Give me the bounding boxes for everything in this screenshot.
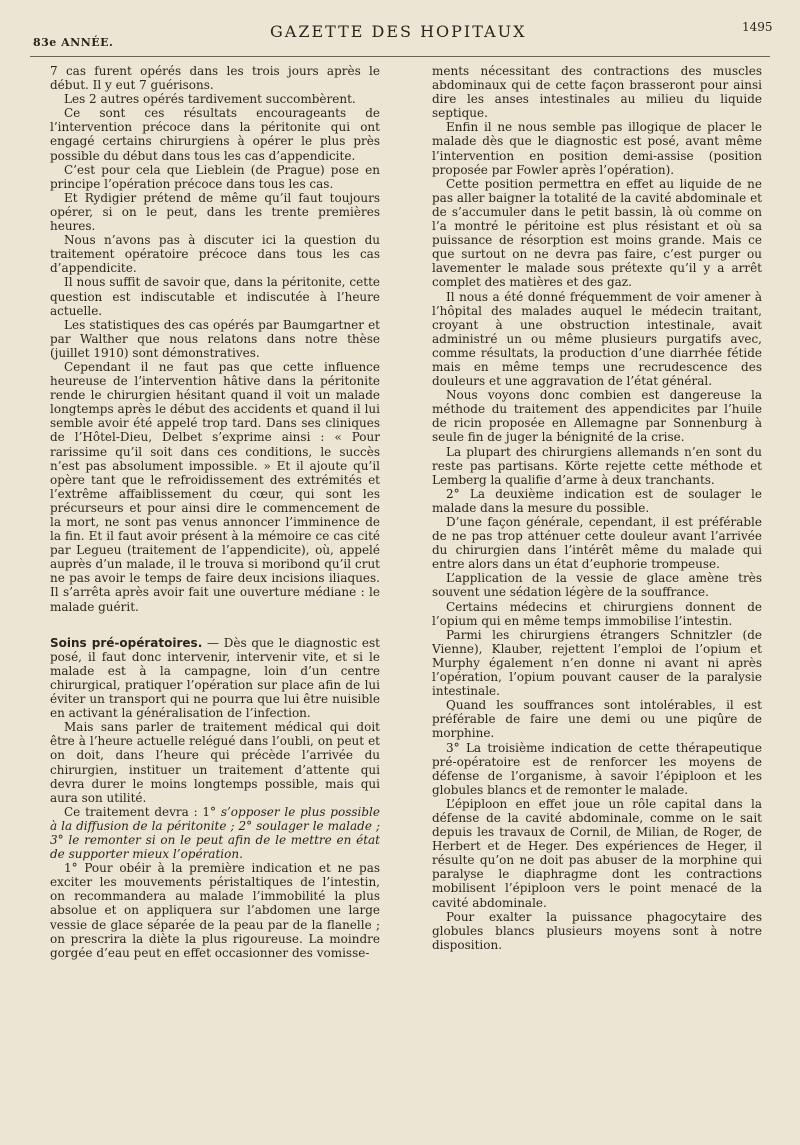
paragraph: Il nous suffit de savoir que, dans la péritonite, cette question est indiscutable et indiscutée à l’heure actuelle. [50,275,380,318]
paragraph [50,805,380,861]
paragraph: D’une façon générale, cependant, il est préférable de ne pas trop atténuer cette douleur avant l’arrivée du chirurgien dans l’intérêt même du malade qui entre alors dans un état d’euphorie trompeuse. [432,515,762,572]
paragraph: ments nécessitant des contractions des muscles abdominaux qui de cette façon brasseront pour ainsi dire les anses intestinales au milieu du liquide septique. [432,64,762,121]
paragraph: Quand les souffrances sont intolérables, il est préférable de faire une demi ou une piqûre de morphine. [432,698,762,741]
paragraph: Il nous a été donné fréquemment de voir amener à l’hôpital des malades auquel le médecin traitant, croyant à une obstruction intestinale, avait administré un ou même plusieurs purgatifs avec, comme résultats, la production d’une diarrhée fétide mais en même temps une recrudescence des douleurs et une aggravation de l’état général. [432,289,762,389]
paragraph: Et Rydigier prétend de même qu’il faut toujours opérer, si on le peut, dans les trente premières heures. [50,190,380,234]
paragraph: Nous voyons donc combien est dangereuse la méthode du traitement des appendicites par l’huile de ricin proposée en Allemagne par Sonnenburg à seule fin de juger la bénignité de la crise. [432,388,762,445]
paragraph: 7 cas furent opérés dans les trois jours après le début. Il y eut 7 guérisons. [50,64,380,93]
paragraph: Nous n’avons pas à discuter ici la question du traitement opératoire précoce dans tous les cas d’appendicite. [50,233,380,276]
paragraph-italic: s’opposer le plus possible à la diffusion de la péritonite ; 2° soulager le malade ; 3° le remonter si on le peut afin de le mettre en état de supporter mieux l’opération. [50,804,380,862]
journal-title: GAZETTE DES HOPITAUX [270,22,527,41]
paragraph: Parmi les chirurgiens étrangers Schnitzler (de Vienne), Klauber, rejettent l’emploi de l’opium et Murphy également n’en donne ni avant ni après l’opération, l’opium pouvant causer de la paralysie intestinale. [432,627,762,699]
paragraph: Cette position permettra en effet au liquide de ne pas aller baigner la totalité de la cavité abdominale et de s’accumuler dans le petit bassin, là où comme on l’a montré le péritoine est plus résistant et où sa puissance de résorption est moins grande. Mais ce que surtout on ne devra pas faire, c’est purger ou lavementer le malade sous prétexte qu’il y a arrêt complet des matières et des gaz. [432,176,762,290]
paragraph: Certains médecins et chirurgiens donnent de l’opium qui en même temps immobilise l’intestin. [432,599,762,628]
paragraph: C’est pour cela que Lieblein (de Prague) pose en principe l’opération précoce dans tous les cas. [50,162,380,191]
paragraph: 2° La deuxième indication est de soulager le malade dans la mesure du possible. [432,486,762,515]
paragraph: Les 2 autres opérés tardivement succombèrent. [64,92,356,107]
header-rule [30,56,770,57]
left-column [50,64,380,960]
paragraph: Cependant il ne faut pas que cette influence heureuse de l’intervention hâtive dans la péritonite rende le chirurgien hésitant quand il voit un malade longtemps après le début des accidents et quand il lui semble avoir été appelé trop tard. Dans ses cliniques de l’Hôtel-Dieu, Delbet s’exprime ainsi : « Pour rarissime qu’il soit dans ces conditions, le succès n’est pas absolument impossible. » Et il ajoute qu’il opère tant que le refroidissement des extrémités et l’extrême affaiblissement du cœur, qui sont les précurseurs et pour ainsi dire le commencement de la mort, ne sont pas venus annoncer l’imminence de la fin. Et il faut avoir présent à la mémoire ce cas cité par Legueu (traitement de l’appendicite), où, appelé auprès d’un malade, il le trouva si moribond qu’il crut ne pas avoir le temps de faire deux incisions iliaques. Il s’arrêta après avoir fait une ouverture médiane : le malade guérit. [50,359,380,614]
year-label: 83e ANNÉE. [33,36,114,49]
page-header [0,0,800,60]
right-column [432,64,762,952]
section-text: — Dès que le diagnostic est posé, il faut donc intervenir, intervenir vite, et si le malade est à la campagne, loin d’un centre chirurgical, pratiquer l’opération sur place afin de lui éviter un transport qui ne pourra que lui être nuisible en activant la généralisation de l’infection. [50,635,380,721]
paragraph: Ce sont ces résultats encourageants de l’intervention précoce dans la péritonite qui ont engagé certains chirurgiens à opérer le plus près possible du début dans tous les cas d’appendicite. [50,106,380,163]
paragraph: 3° La troisième indication de cette thérapeutique pré-opératoire est de renforcer les moyens de défense de l’organisme, à savoir l’épiploon et les globules blancs et de remonter le malade. [432,740,762,797]
paragraph: L’application de la vessie de glace amène très souvent une sédation légère de la souffrance. [432,571,762,600]
paragraph: Mais sans parler de traitement médical qui doit être à l’heure actuelle relégué dans l’oubli, on peut et on doit, dans l’heure qui précède l’arrivée du chirurgien, instituer un traitement d’attente qui devra durer le moins longtemps possible, mais qui aura son utilité. [50,720,380,805]
paragraph: Pour exalter la puissance phagocytaire des globules blancs plusieurs moyens sont à notre disposition. [432,909,762,952]
section-heading: Soins pré-opératoires. [50,635,203,650]
paragraph: Enfin il ne nous semble pas illogique de placer le malade dès que le diagnostic est posé, avant même l’intervention en position demi-assise (position proposée par Fowler après l’opération). [432,120,762,177]
paragraph: La plupart des chirurgiens allemands n’en sont du reste pas partisans. Körte rejette cette méthode et Lemberg la qualifie d’arme à deux tranchants. [432,444,762,487]
paragraph: 1° Pour obéir à la première indication et ne pas exciter les mouvements péristaltiques de l’intestin, on recommandera au malade l’immobilité la plus absolue et on appliquera sur l’abdomen une large vessie de glace séparée de la peau par de la flanelle ; on prescrira la diète la plus rigoureuse. La moindre gorgée d’eau peut en effet occasionner des vomisse- [50,861,380,960]
paragraph: Les statistiques des cas opérés par Baumgartner et par Walther que nous relatons dans notre thèse (juillet 1910) sont démonstratives. [50,317,380,360]
paragraph-lead: Ce traitement devra : 1° [64,804,217,819]
page-number: 1495 [742,20,773,34]
paragraph: L’épiploon en effet joue un rôle capital dans la défense de la cavité abdominale, comme on le sait depuis les travaux de Cornil, de Milian, de Roger, de Herbert et de Heger. Des expériences de Heger, il résulte qu’on ne doit pas abuser de la morphine qui paralyse le diaphragme dont les contractions mobilisent l’épiploon vers le point menacé de la cavité abdominale. [432,796,762,910]
